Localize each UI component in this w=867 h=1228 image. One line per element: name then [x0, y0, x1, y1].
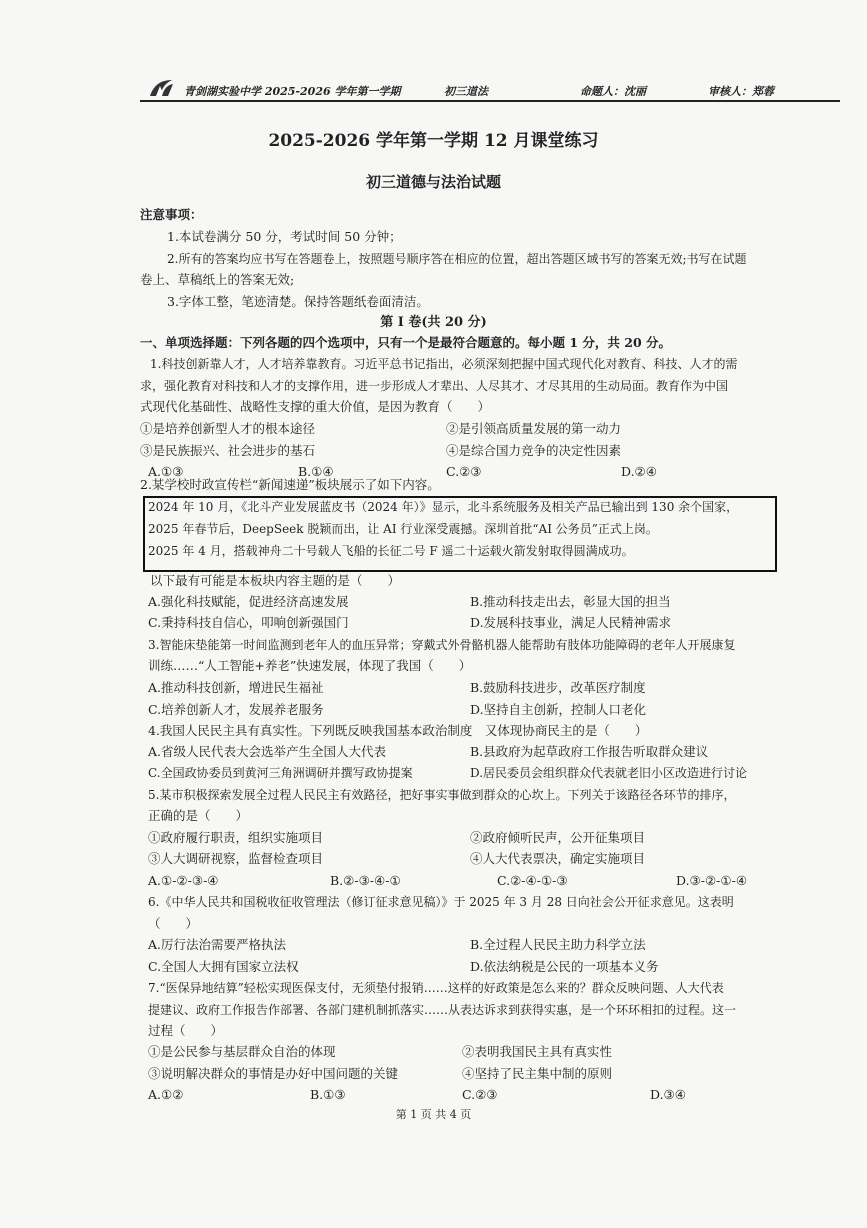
q6-stem-line-2: （ ）: [148, 916, 199, 931]
header-subject: 初三道法: [444, 85, 488, 98]
q2-news-2: 2025 年春节后，DeepSeek 脱颖而出，让 AI 行业深受震撼。深圳首批“AI 公务员”正式上岗。: [148, 522, 658, 536]
q7-stem-line-2: 提建议、政府工作报告作部署、各部门建机制抓落实……从表达诉求到获得实惠，是一个环环相扣的过程。这一: [148, 1003, 737, 1017]
q1-item-1: ①是培养创新型人才的根本途径: [140, 421, 316, 436]
q3-stem-line-2: 训练……“人工智能+养老”快速发展，体现了我国（ ）: [148, 658, 472, 673]
q3-choice-d: D.坚持自主创新，控制人口老化: [470, 702, 647, 717]
note-3: 3.字体工整，笔迹清楚。保持答题纸卷面清洁。: [167, 294, 429, 309]
q6-stem-line-1: 6.《中华人民共和国税收征收管理法（修订征求意见稿）》于 2025 年 3 月 28 日向社会公开征求意见。这表明: [148, 895, 734, 909]
q7-choice-d: D.③④: [650, 1087, 686, 1102]
header-school: 青剑湖实验中学 2025-2026 学年第一学期: [184, 85, 401, 98]
q1-item-4: ④是综合国力竞争的决定性因素: [446, 443, 622, 458]
q7-stem-line-3: 过程（ ）: [148, 1023, 224, 1038]
q1-choice-c: C.②③: [446, 464, 482, 479]
notes-heading: 注意事项：: [140, 207, 203, 222]
q1-choice-b: B.①④: [298, 464, 334, 479]
q7-item-2: ②表明我国民主具有真实性: [462, 1044, 613, 1059]
note-2: 2.所有的答案均应书写在答题卷上，按照题号顺序答在相应的位置，超出答题区域书写的答案无效;书写在试题: [167, 252, 747, 266]
q6-choice-c: C.全国人大拥有国家立法权: [148, 959, 299, 974]
q1-item-2: ②是引领高质量发展的第一动力: [446, 421, 622, 436]
q5-choice-c: C.②-④-①-③: [497, 873, 568, 888]
header-author: 命题人：沈丽: [580, 85, 646, 98]
page-number: 第 1 页 共 4 页: [395, 1108, 472, 1121]
q6-choice-a: A.厉行法治需要严格执法: [148, 937, 287, 952]
q4-choice-c: C.全国政协委员到黄河三角洲调研并撰写政协提案: [148, 766, 413, 780]
q1-choice-d: D.②④: [621, 464, 657, 479]
q5-choice-b: B.②-③-④-①: [330, 873, 401, 888]
section-title: 第 I 卷(共 20 分): [380, 315, 487, 330]
page-subtitle: 初三道德与法治试题: [365, 173, 501, 191]
q5-item-1: ①政府履行职责，组织实施项目: [148, 830, 324, 845]
q2-choice-d: D.发展科技事业，满足人民精神需求: [470, 615, 672, 630]
q3-choice-a: A.推动科技创新，增进民生福祉: [148, 680, 324, 695]
q1-stem-line-1: 1.科技创新靠人才，人才培养靠教育。习近平总书记指出，必须深刻把握中国式现代化对教育、科技、人才的需: [150, 357, 738, 371]
q3-choice-b: B.鼓励科技进步，改革医疗制度: [470, 680, 646, 695]
q4-choice-b: B.县政府为起草政府工作报告听取群众建议: [470, 744, 709, 759]
q5-stem-line-2: 正确的是（ ）: [148, 808, 249, 823]
q6-choice-d: D.依法纳税是公民的一项基本义务: [470, 959, 659, 974]
q2-question: 以下最有可能是本板块内容主题的是（ ）: [150, 573, 401, 588]
note-2-continued: 卷上、草稿纸上的答案无效;: [140, 272, 295, 287]
q5-choice-d: D.③-②-①-④: [676, 873, 748, 888]
q1-stem-line-2: 求，强化教育对科技和人才的支撑作用，进一步形成人才辈出、人尽其才、才尽其用的生动局面。教育作为中国: [140, 379, 729, 393]
q3-choice-c: C.培养创新人才，发展养老服务: [148, 702, 324, 717]
q4-choice-d: D.居民委员会组织群众代表就老旧小区改造进行讨论: [470, 766, 748, 780]
note-1: 1.本试卷满分 50 分，考试时间 50 分钟；: [167, 229, 402, 244]
q2-stem: 2.某学校时政宣传栏“新闻速递”板块展示了如下内容。: [140, 477, 440, 492]
q4-stem: 4.我国人民民主具有真实性。下列既反映我国基本政治制度 又体现协商民主的是（ ）: [148, 723, 648, 738]
q2-choice-a: A.强化科技赋能，促进经济高速发展: [148, 594, 349, 609]
section-instructions: 一、单项选择题：下列各题的四个选项中，只有一个是最符合题意的。每小题 1 分，共 20 分。: [140, 335, 672, 350]
q7-stem-line-1: 7.“医保异地结算”轻松实现医保支付，无须垫付报销……这样的好政策是怎么来的？群众反映问题、人大代表: [148, 981, 724, 995]
q1-stem-line-3: 式现代化基础性、战略性支撑的重大价值，是因为教育（ ）: [140, 399, 491, 414]
q2-choice-c: C.秉持科技自信心，叩响创新强国门: [148, 615, 349, 630]
q4-choice-a: A.省级人民代表大会选举产生全国人大代表: [148, 744, 387, 759]
q5-item-2: ②政府倾听民声，公开征集项目: [470, 830, 646, 845]
q5-choice-a: A.①-②-③-④: [148, 873, 219, 888]
q1-choice-a: A.①③: [148, 464, 184, 479]
q7-choice-a: A.①②: [148, 1087, 184, 1102]
q1-item-3: ③是民族振兴、社会进步的基石: [140, 443, 316, 458]
q5-item-3: ③人大调研视察，监督检查项目: [148, 851, 324, 866]
q5-item-4: ④人大代表票决，确定实施项目: [470, 851, 646, 866]
header-divider: [140, 100, 840, 102]
header-reviewer: 审核人：郑蓉: [708, 85, 774, 98]
q2-choice-b: B.推动科技走出去，彰显大国的担当: [470, 594, 671, 609]
q7-choice-c: C.②③: [462, 1087, 498, 1102]
q5-stem-line-1: 5.某市积极探索发展全过程人民民主有效路径，把好事实事做到群众的心坎上。下列关于该路径各环节的排序，: [148, 788, 736, 802]
school-logo-icon: [148, 78, 174, 98]
q7-choice-b: B.①③: [310, 1087, 346, 1102]
q7-item-1: ①是公民参与基层群众自治的体现: [148, 1044, 336, 1059]
q7-item-4: ④坚持了民主集中制的原则: [462, 1066, 613, 1081]
q6-choice-b: B.全过程人民民主助力科学立法: [470, 937, 646, 952]
q3-stem-line-1: 3.智能床垫能第一时间监测到老年人的血压异常；穿戴式外骨骼机器人能帮助有肢体功能障碍的老年人开展康复: [148, 638, 736, 652]
q2-news-3: 2025 年 4 月，搭载神舟二十号载人飞船的长征二号 F 遥二十运载火箭发射取得圆满成功。: [148, 544, 634, 558]
q7-item-3: ③说明解决群众的事情是办好中国问题的关键: [148, 1066, 399, 1081]
q2-news-1: 2024 年 10 月，《北斗产业发展蓝皮书（2024 年）》显示，北斗系统服务及相关产品已输出到 130 余个国家，: [148, 500, 739, 514]
page-title: 2025-2026 学年第一学期 12 月课堂练习: [268, 131, 599, 151]
